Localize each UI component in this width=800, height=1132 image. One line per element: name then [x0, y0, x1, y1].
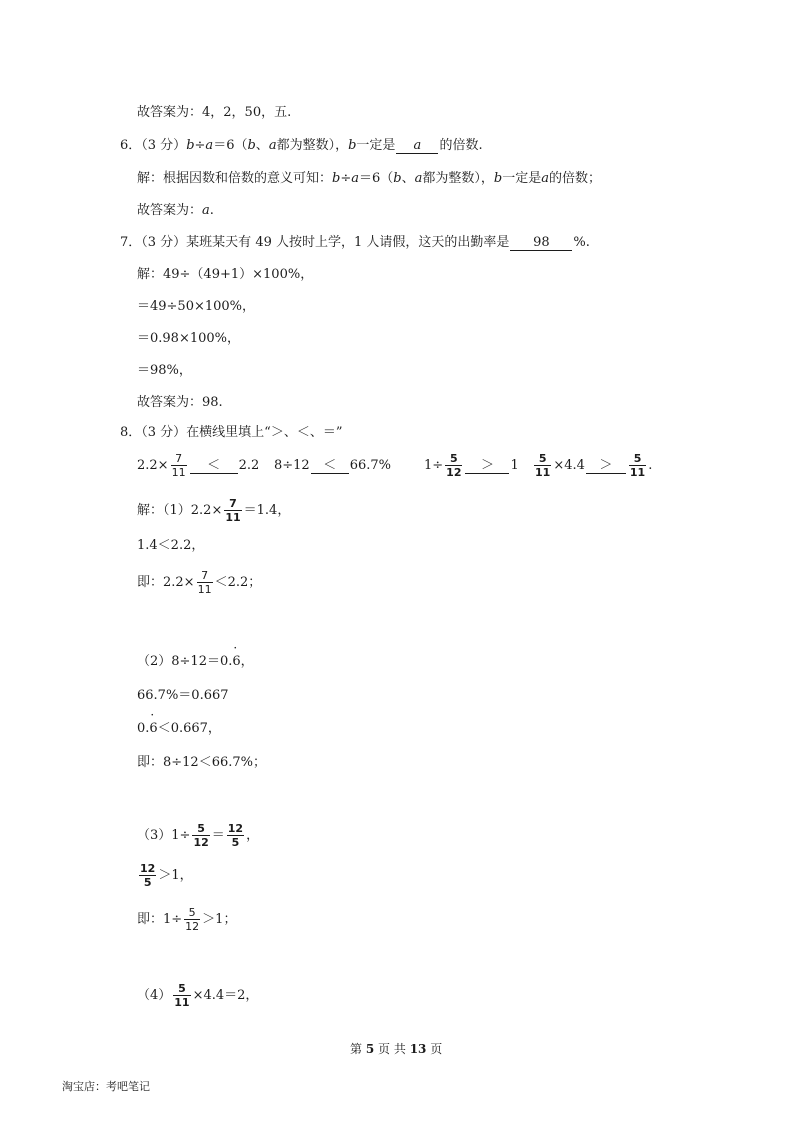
- fraction-5-11: $\frac{5}{11}$: [535, 452, 551, 479]
- answer-line-5: 故答案为：4，2，50，五.: [137, 105, 292, 120]
- question-6-answer-blank: a: [396, 138, 438, 154]
- solution-8-2-step-3: 0.· 6＜0.667，: [137, 720, 221, 738]
- fraction-5-11-b: $\frac{5}{11}$: [629, 452, 646, 479]
- question-7-answer-blank: 98: [510, 235, 572, 251]
- solution-8-2-step-4: 即：8÷12＜66.7%；: [137, 755, 267, 770]
- solution-7-step-2: ＝49÷50×100%，: [137, 299, 256, 314]
- question-6: 6．（3 分）b÷a＝6（b、a都为整数），b一定是 a 的倍数.: [120, 138, 483, 153]
- solution-8-2-step-2: 66.7%＝0.667: [137, 688, 229, 703]
- comparison-2: 8÷12 ＜ 66.7%: [274, 458, 392, 473]
- comparison-3: 1÷ $\frac{5}{12}$ ＞ 1: [424, 452, 519, 479]
- solution-8-2-step-1: （2）8÷12＝0.· 6，: [137, 653, 254, 671]
- question-8: 8．（3 分）在横线里填上“＞、＜、＝”: [120, 425, 343, 440]
- answer-6: 故答案为：a.: [137, 203, 214, 218]
- fraction-7-11: $\frac{7}{11}$: [171, 452, 186, 479]
- fraction-5-12: $\frac{5}{12}$: [446, 452, 462, 479]
- solution-8-4-step-1: （4） $\frac{5}{11}$ ×4.4＝2，: [137, 982, 259, 1009]
- solution-7-step-4: ＝98%，: [137, 363, 192, 378]
- answer-7: 故答案为：98.: [137, 395, 223, 410]
- solution-8-1-step-2: 1.4＜2.2，: [137, 538, 205, 553]
- comparison-3-blank: ＞: [465, 458, 509, 474]
- comparison-4-blank: ＞: [586, 458, 626, 474]
- solution-7-step-3: ＝0.98×100%，: [137, 331, 241, 346]
- solution-6: 解：根据因数和倍数的意义可知：b÷a＝6（b、a都为整数），b一定是a的倍数；: [137, 171, 602, 186]
- comparison-4: $\frac{5}{11}$ ×4.4 ＞ $\frac{5}{11}$ .: [535, 452, 653, 479]
- comparison-1-blank: ＜: [190, 458, 238, 474]
- comparison-1: 2.2× $\frac{7}{11}$ ＜ 2.2: [137, 452, 260, 479]
- solution-8-3-step-1: （3）1÷ $\frac{5}{12}$ ＝ $\frac{12}{5}$ ，: [137, 822, 260, 849]
- question-7: 7．（3 分）某班某天有 49 人按时上学，1 人请假，这天的出勤率是 98 %.: [120, 235, 590, 250]
- comparison-2-blank: ＜: [311, 458, 349, 474]
- shop-label: 淘宝店：考吧笔记: [62, 1080, 150, 1093]
- solution-8-1-step-3: 即：2.2× $\frac{7}{11}$ ＜2.2；: [137, 569, 262, 596]
- page-number: 第 5 页 共 13 页: [350, 1042, 443, 1056]
- solution-8-3-step-3: 即：1÷ $\frac{5}{12}$ ＞1；: [137, 906, 237, 933]
- solution-8-3-step-2: $\frac{12}{5}$ ＞1，: [140, 862, 193, 889]
- solution-7-step-1: 解：49÷（49+1）×100%，: [137, 267, 314, 282]
- solution-8-1-step-1: 解：（1）2.2× $\frac{7}{11}$ ＝1.4，: [137, 497, 291, 524]
